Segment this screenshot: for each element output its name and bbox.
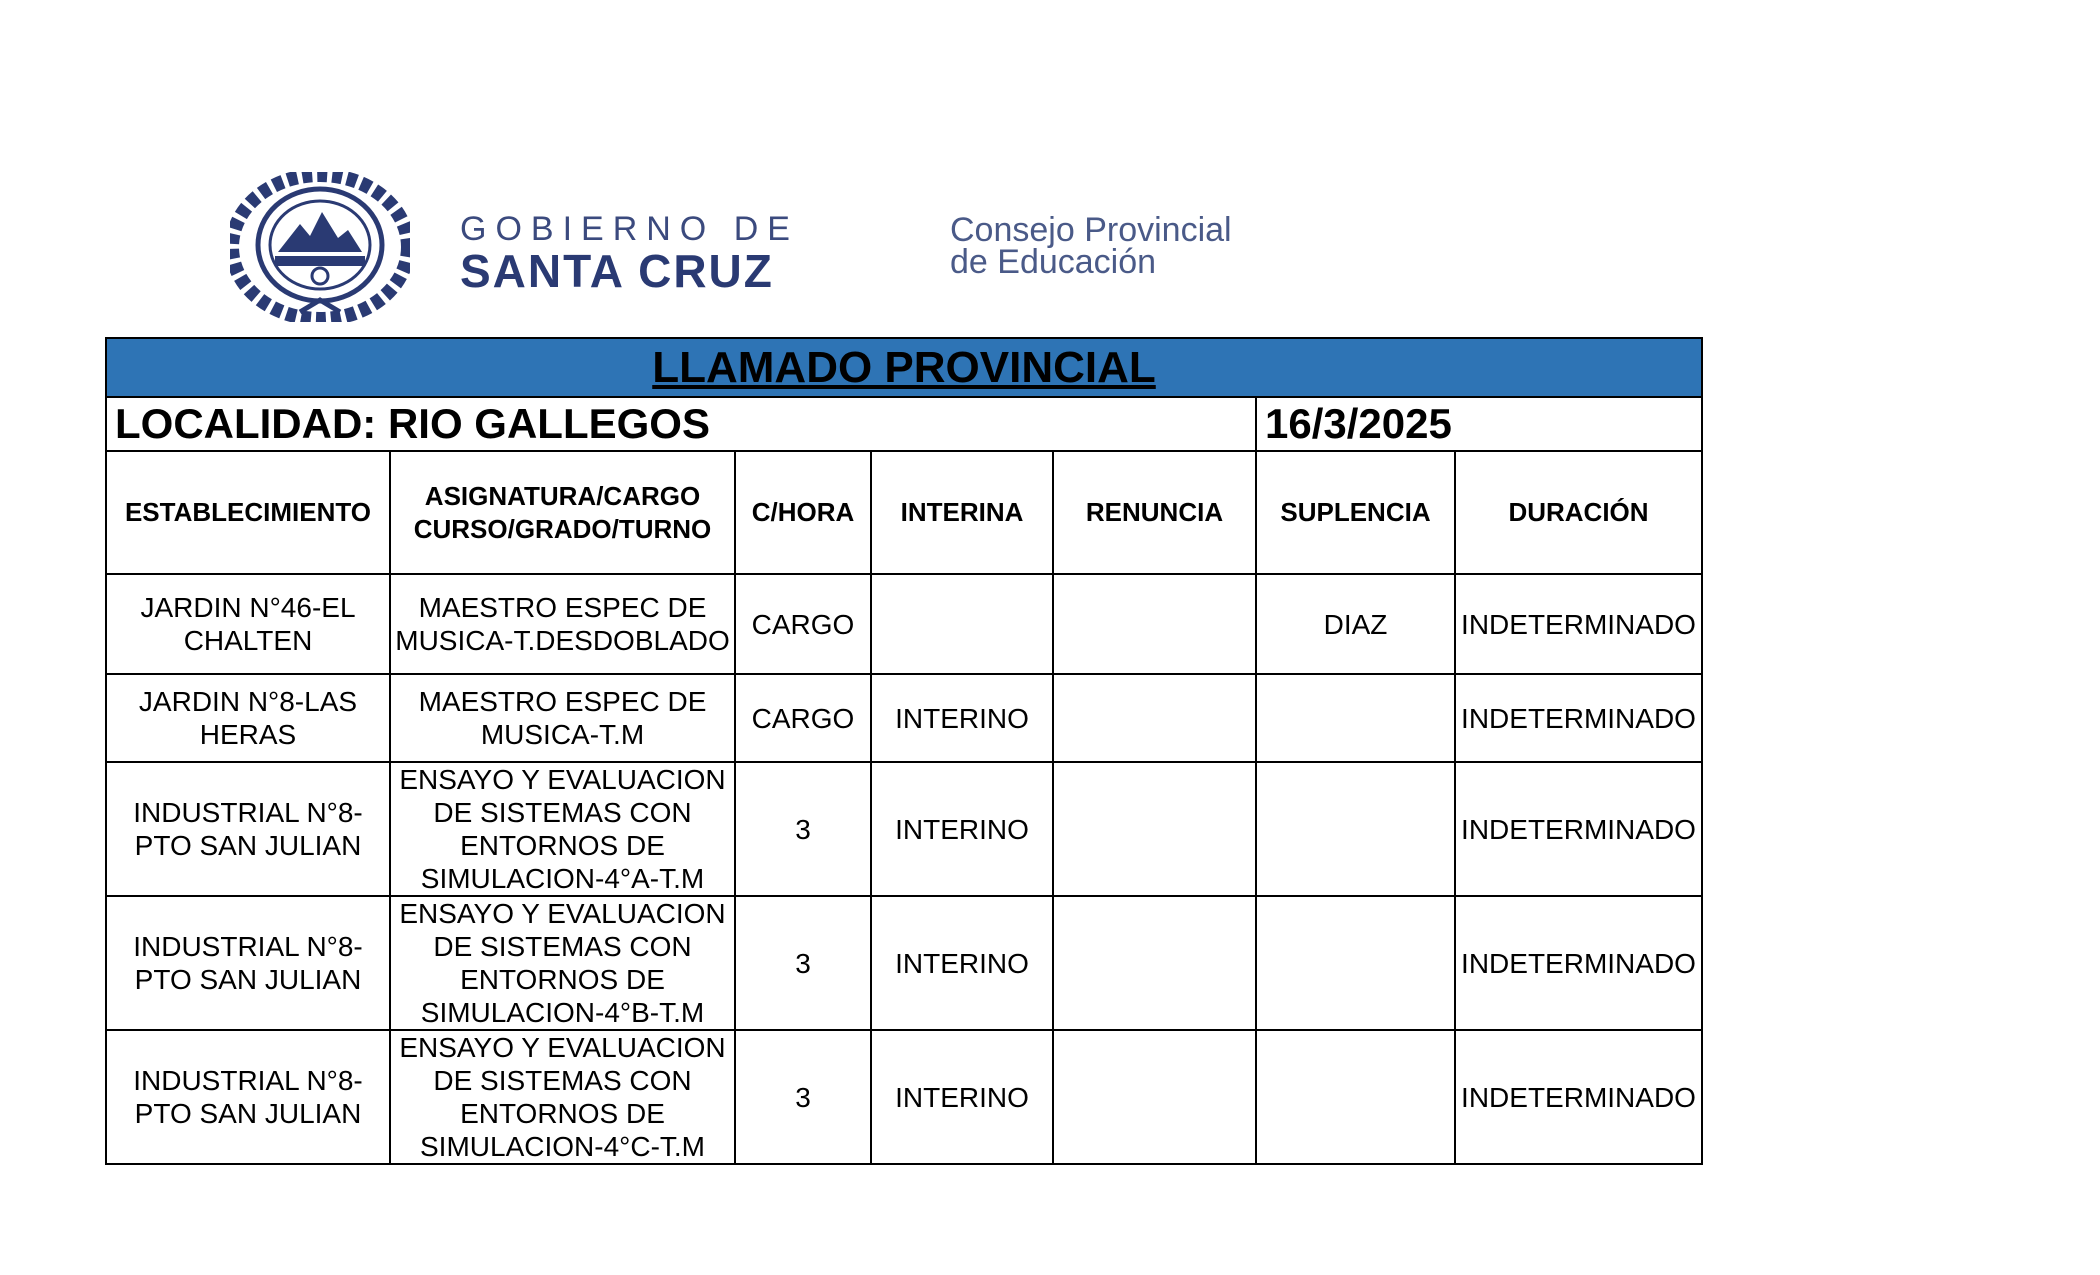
table-row — [106, 762, 1702, 896]
table-row — [106, 896, 1702, 1030]
cell-asignatura: MAESTRO ESPEC DE MUSICA-T.M — [390, 674, 735, 762]
cell-c-hora: CARGO — [735, 674, 871, 762]
cell-establecimiento: JARDIN N°46-EL CHALTEN — [106, 574, 390, 674]
column-headers — [106, 451, 1702, 574]
provincial-seal-icon — [230, 172, 410, 322]
cell-establecimiento: JARDIN N°8-LAS HERAS — [106, 674, 390, 762]
cell-interina: INTERINO — [871, 896, 1053, 1030]
cell-suplencia: DIAZ — [1256, 574, 1455, 674]
cell-interina: INTERINO — [871, 1030, 1053, 1164]
cell-renuncia — [1053, 674, 1256, 762]
table-row — [106, 574, 1702, 674]
page-title: LLAMADO PROVINCIAL — [106, 338, 1702, 397]
cell-interina — [871, 574, 1053, 674]
consejo-line1: Consejo Provincial — [950, 211, 1232, 249]
consejo-logo-text — [950, 211, 1232, 281]
cell-interina: INTERINO — [871, 762, 1053, 896]
cell-asignatura: ENSAYO Y EVALUACION DE SISTEMAS CON ENTORNOS DE SIMULACION-4°C-T.M — [390, 1030, 735, 1164]
date-label: 16/3/2025 — [1256, 397, 1702, 451]
cell-suplencia — [1256, 896, 1455, 1030]
cell-c-hora: 3 — [735, 762, 871, 896]
gobierno-line1: GOBIERNO DE — [460, 210, 799, 248]
header-logos — [230, 172, 1380, 322]
cell-interina: INTERINO — [871, 674, 1053, 762]
col-header-interina: INTERINA — [871, 451, 1053, 574]
llamado-table — [105, 337, 1703, 1165]
cell-suplencia — [1256, 1030, 1455, 1164]
cell-asignatura: ENSAYO Y EVALUACION DE SISTEMAS CON ENTORNOS DE SIMULACION-4°A-T.M — [390, 762, 735, 896]
cell-asignatura: MAESTRO ESPEC DE MUSICA-T.DESDOBLADO — [390, 574, 735, 674]
col-header-duracion: DURACIÓN — [1455, 451, 1702, 574]
cell-duracion: INDETERMINADO — [1455, 762, 1702, 896]
col-header-establecimiento: ESTABLECIMIENTO — [106, 451, 390, 574]
table-row — [106, 1030, 1702, 1164]
table-row — [106, 674, 1702, 762]
cell-renuncia — [1053, 1030, 1256, 1164]
localidad-label: LOCALIDAD: RIO GALLEGOS — [106, 397, 1256, 451]
cell-suplencia — [1256, 762, 1455, 896]
localidad-row — [106, 397, 1702, 451]
col-header-asignatura: ASIGNATURA/CARGO CURSO/GRADO/TURNO — [390, 451, 735, 574]
llamado-sheet — [105, 337, 1701, 1165]
cell-c-hora: 3 — [735, 1030, 871, 1164]
col-header-renuncia: RENUNCIA — [1053, 451, 1256, 574]
cell-suplencia — [1256, 674, 1455, 762]
cell-establecimiento: INDUSTRIAL N°8-PTO SAN JULIAN — [106, 896, 390, 1030]
cell-renuncia — [1053, 896, 1256, 1030]
cell-renuncia — [1053, 762, 1256, 896]
cell-establecimiento: INDUSTRIAL N°8-PTO SAN JULIAN — [106, 1030, 390, 1164]
cell-establecimiento: INDUSTRIAL N°8-PTO SAN JULIAN — [106, 762, 390, 896]
col-header-suplencia: SUPLENCIA — [1256, 451, 1455, 574]
consejo-line2: de Educación — [950, 243, 1157, 281]
cell-duracion: INDETERMINADO — [1455, 896, 1702, 1030]
cell-c-hora: CARGO — [735, 574, 871, 674]
col-header-c-hora: C/HORA — [735, 451, 871, 574]
cell-duracion: INDETERMINADO — [1455, 1030, 1702, 1164]
cell-asignatura: ENSAYO Y EVALUACION DE SISTEMAS CON ENTORNOS DE SIMULACION-4°B-T.M — [390, 896, 735, 1030]
cell-renuncia — [1053, 574, 1256, 674]
gobierno-line2: SANTA CRUZ — [460, 245, 774, 297]
cell-c-hora: 3 — [735, 896, 871, 1030]
cell-duracion: INDETERMINADO — [1455, 574, 1702, 674]
gobierno-logo-text — [460, 210, 799, 297]
cell-duracion: INDETERMINADO — [1455, 674, 1702, 762]
title-row — [106, 338, 1702, 397]
